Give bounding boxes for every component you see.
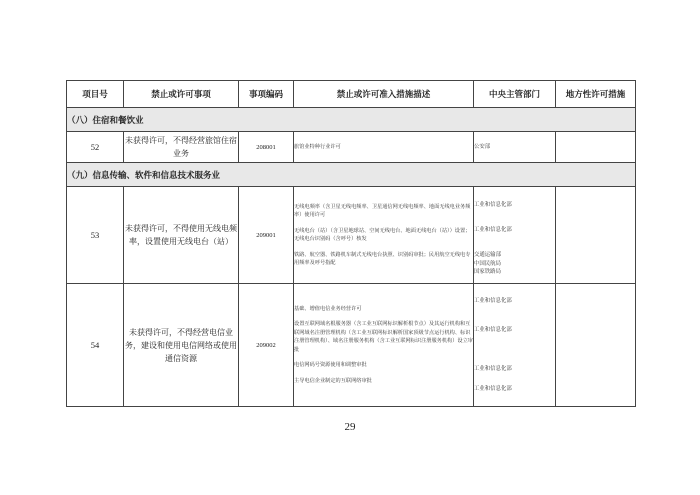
item-department xyxy=(474,284,556,407)
table-row xyxy=(67,187,636,284)
item-description: 旅馆业特种行业许可 xyxy=(294,132,474,163)
item-local-measures xyxy=(556,187,636,284)
header-item: 禁止或许可事项 xyxy=(124,81,239,108)
department-entry: 工业和信息化部 xyxy=(474,297,512,304)
department-entry: 工业和信息化部 xyxy=(474,365,512,372)
description-entry: 无线电台（站）（含卫星地球站、空间无线电台、地面无线电台（站））设置；无线电台识别码（含呼号）核发 xyxy=(294,227,471,242)
department-entry: 工业和信息化部 xyxy=(474,202,512,209)
item-number: 52 xyxy=(67,132,124,163)
header-local-measures: 地方性许可措施 xyxy=(556,81,636,108)
item-name: 未获得许可，不得使用无线电频率，设置使用无线电台（站） xyxy=(124,187,239,284)
header-code: 事项编码 xyxy=(239,81,294,108)
header-item-number: 项目号 xyxy=(67,81,124,108)
item-code: 209002 xyxy=(239,284,294,407)
department-entry: 工业和信息化部 xyxy=(474,226,512,233)
item-local-measures xyxy=(556,284,636,407)
item-description xyxy=(294,187,474,284)
header-department: 中央主管部门 xyxy=(474,81,556,108)
header-description: 禁止或许可准入措施描述 xyxy=(294,81,474,108)
item-name: 未获得许可，不得经营电信业务，建设和使用电信网络或使用通信资源 xyxy=(124,284,239,407)
description-entry: 电信网码号资源使用和调整审批 xyxy=(294,362,367,369)
description-entry: 无线电频率（含卫星无线电频率、卫星通信网无线电频率、地面无线电业务频率）使用许可 xyxy=(294,203,471,218)
item-number: 54 xyxy=(67,284,124,407)
description-entry: 铁路、航空器、铁路机车制式无线电台执照、识别码审批；民用航空无线电专用频率及呼号指配 xyxy=(294,251,471,266)
item-name: 未获得许可，不得经营旅馆住宿业务 xyxy=(124,132,239,163)
department-entry: 工业和信息化部 xyxy=(474,327,512,333)
department-entry: 工业和信息化部 xyxy=(474,386,512,392)
table-header-row xyxy=(67,81,636,108)
table-row xyxy=(67,132,636,163)
description-entry: 主导电信企业制定的互联网络审批 xyxy=(294,377,372,384)
section-row xyxy=(67,108,636,132)
section-accommodation-catering: （八）住宿和餐饮业 xyxy=(67,108,636,132)
page-number: 29 xyxy=(344,421,356,433)
department-entry: 国家铁路局 xyxy=(474,269,501,276)
section-row xyxy=(67,163,636,187)
section-information-technology: （九）信息传输、软件和信息技术服务业 xyxy=(67,163,636,187)
item-department xyxy=(474,187,556,284)
item-description xyxy=(294,284,474,407)
description-entry: 基础、增值电信业务经营许可 xyxy=(294,305,362,312)
description-entry: 设置互联网域名根服务器（含工业互联网标识解析根节点）及其运行机构和互联网域名注册管理机构（含工业互联网标识解析国家顶级节点运行机构、标识注册管理机构）、域名注册服务机构（含工业互联网标识注册服务机构）设立审批 xyxy=(294,321,473,353)
department-entry: 中国民航局 xyxy=(474,260,501,267)
table-row xyxy=(67,284,636,407)
department-entry: 交通运输部 xyxy=(474,252,501,259)
admission-measures-table xyxy=(66,80,636,407)
item-code: 209001 xyxy=(239,187,294,284)
item-code: 208001 xyxy=(239,132,294,163)
item-department: 公安部 xyxy=(474,132,556,163)
item-number: 53 xyxy=(67,187,124,284)
item-local-measures xyxy=(556,132,636,163)
